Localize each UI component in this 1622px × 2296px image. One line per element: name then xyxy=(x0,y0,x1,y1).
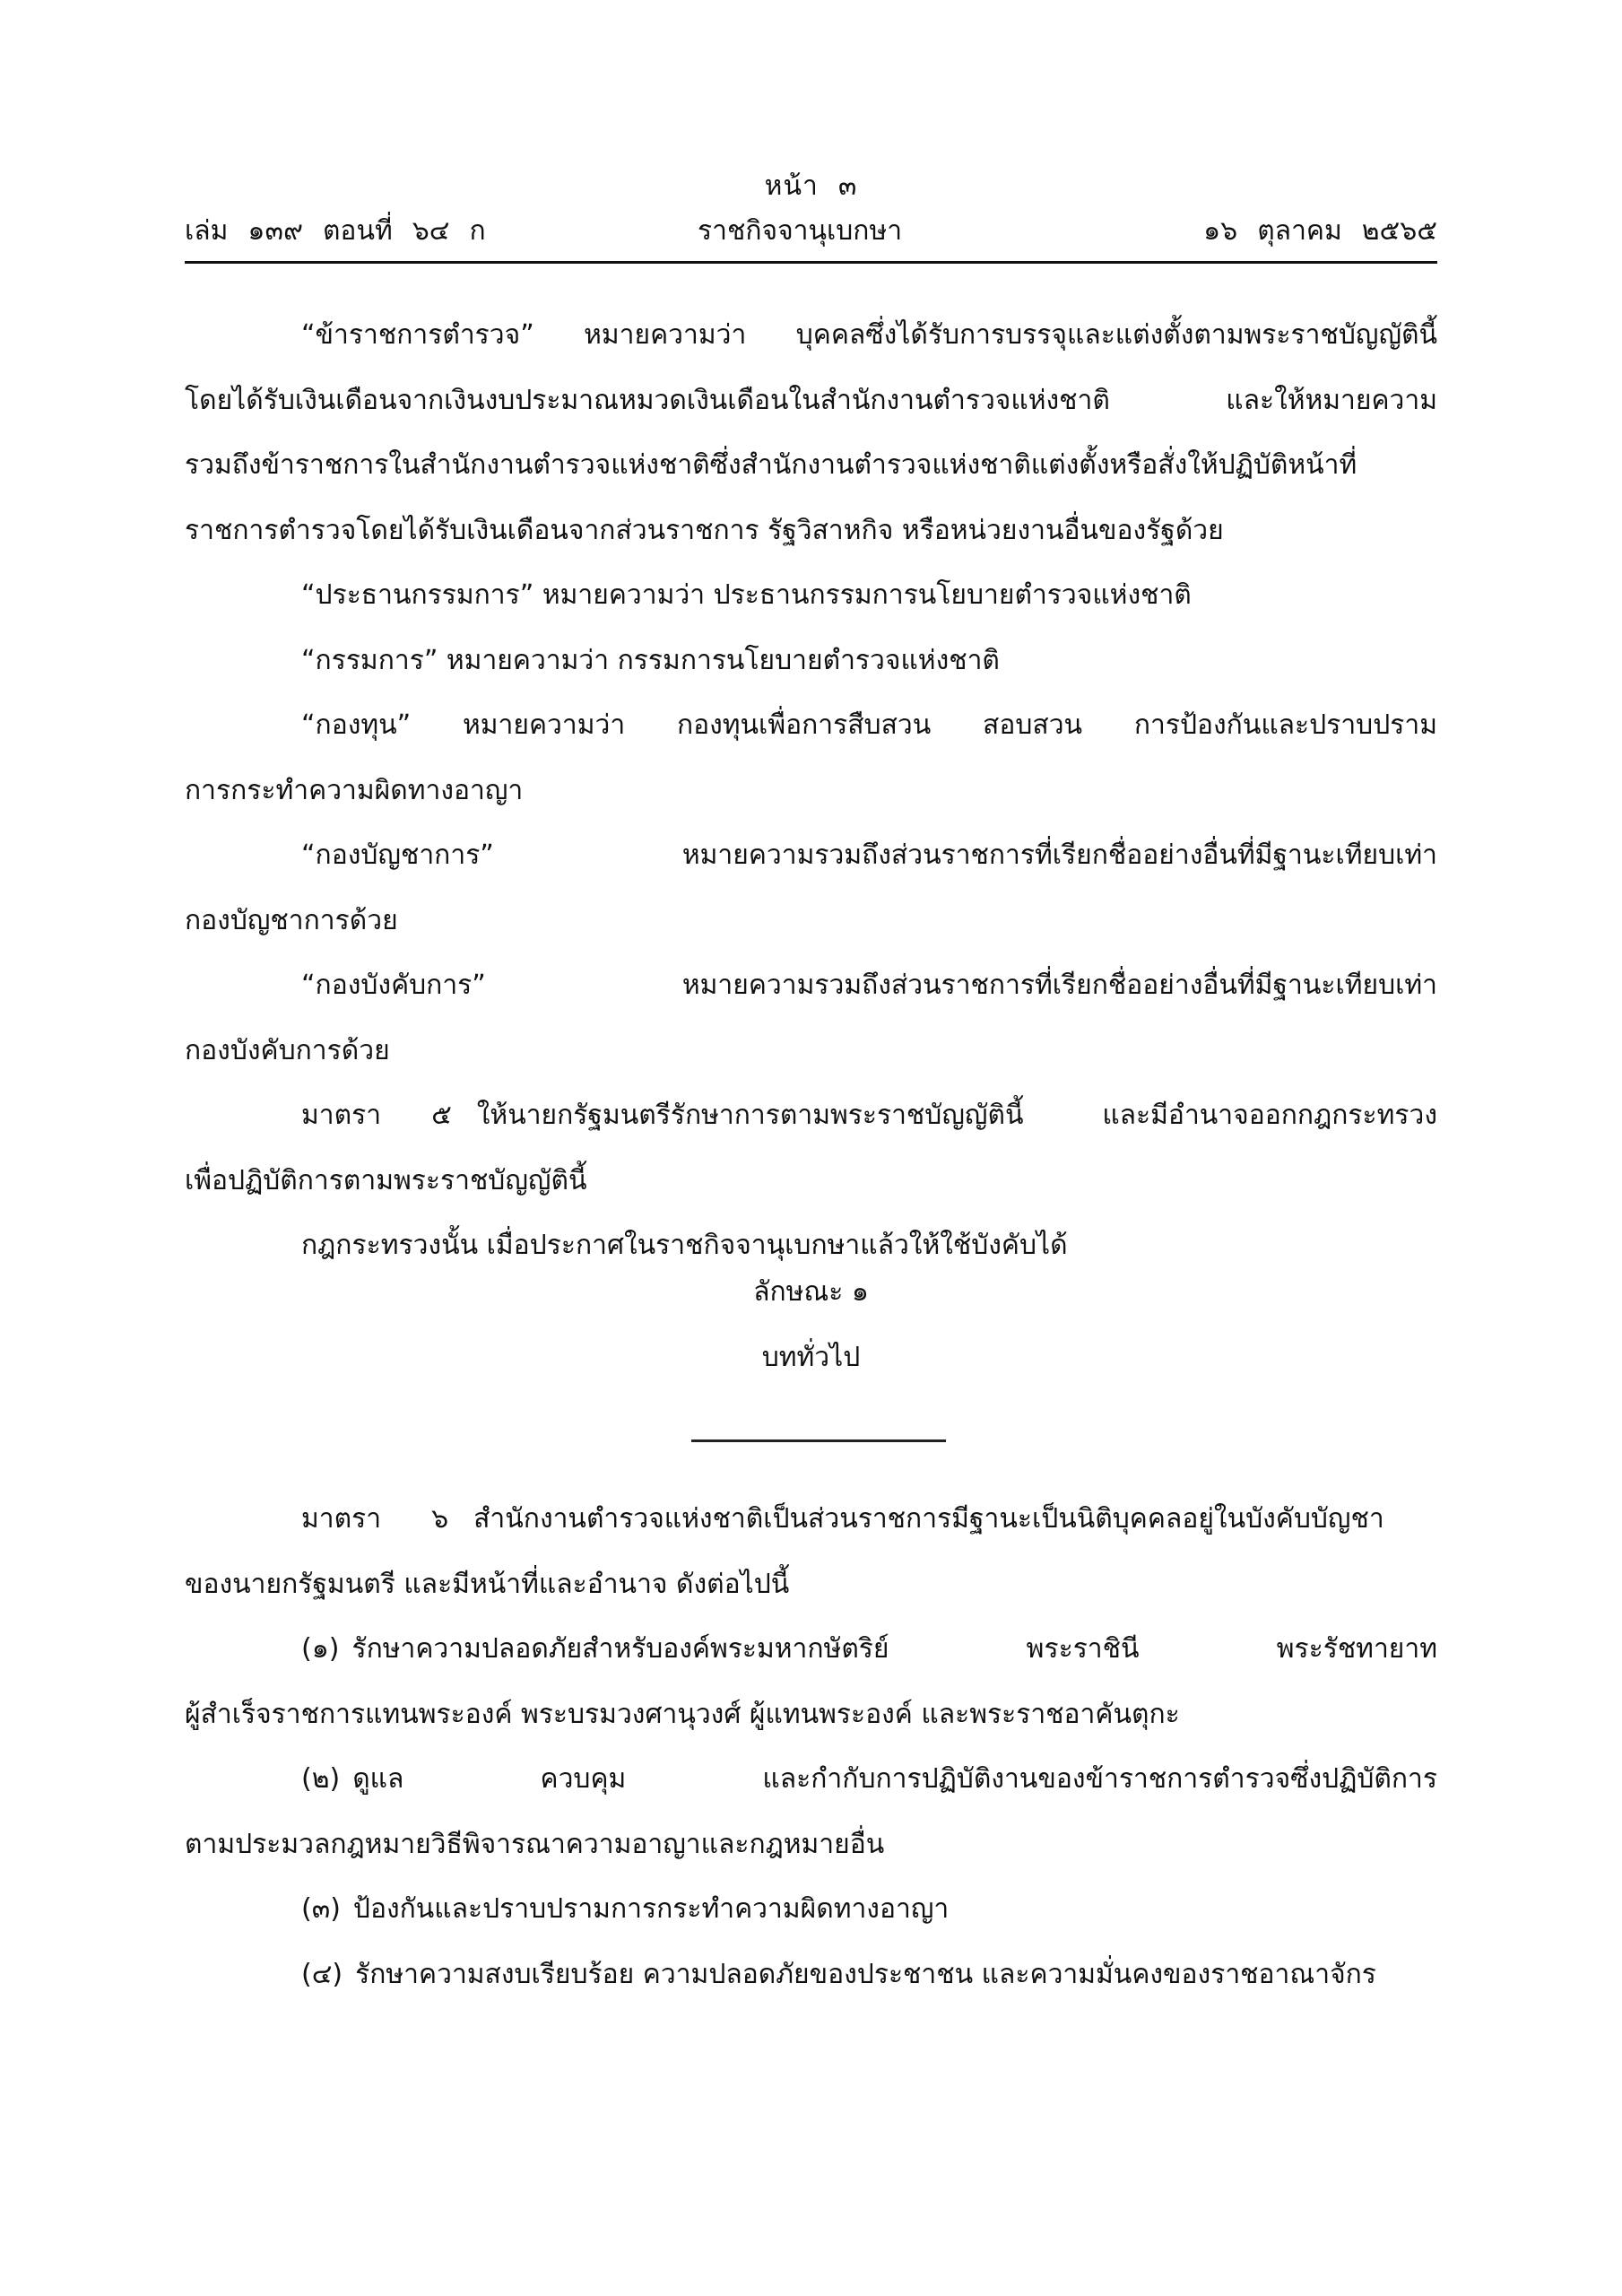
section-6-label: มาตรา xyxy=(301,1503,382,1535)
definition-command-line-1: “กองบัญชาการ” หมายความรวมถึงส่วนราชการที่เรียกชื่ออย่างอื่นที่มีฐานะเทียบเท่า xyxy=(301,839,1437,871)
section-6-item-2-line-2: ตามประมวลกฎหมายวิธีพิจารณาความอาญาและกฎหมายอื่น xyxy=(185,1828,885,1860)
page-number: ๓ xyxy=(837,170,858,202)
item-4-marker: (๔) xyxy=(301,1958,343,1990)
issue-number: ๖๔ xyxy=(412,215,450,247)
section-5-paragraph-2: กฎกระทรวงนั้น เมื่อประกาศในราชกิจจานุเบกษาแล้วให้ใช้บังคับได้ xyxy=(301,1230,1068,1261)
volume-issue-info xyxy=(185,212,506,251)
item-2-marker: (๒) xyxy=(301,1763,341,1795)
header-divider xyxy=(185,261,1437,264)
section-6-item-1-line-2: ผู้สำเร็จราชการแทนพระองค์ พระบรมวงศานุวงศ์ ผู้แทนพระองค์ และพระราชอาคันตุกะ xyxy=(185,1698,1180,1730)
section-5-number: ๕ xyxy=(431,1100,452,1131)
definition-police-officer-line-2: โดยได้รับเงินเดือนจากเงินงบประมาณหมวดเงินเดือนในสำนักงานตำรวจแห่งชาติ และให้หมายความ xyxy=(185,384,1437,416)
definition-fund-line-2: การกระทำความผิดทางอาญา xyxy=(185,774,524,806)
section-6-line-1 xyxy=(185,1487,1437,1552)
definitions-block xyxy=(185,303,1437,1279)
definition-fund-line-1: “กองทุน” หมายความว่า กองทุนเพื่อการสืบสวน สอบสวน การป้องกันและปราบปราม xyxy=(301,709,1437,741)
title-divider xyxy=(691,1439,946,1442)
title-1-heading-block xyxy=(0,1260,1622,1390)
date-year: ๒๕๖๕ xyxy=(1361,215,1437,247)
definition-command-line-2: กองบัญชาการด้วย xyxy=(185,904,398,936)
section-5-text: ให้นายกรัฐมนตรีรักษาการตามพระราชบัญญัตินี้ และมีอำนาจออกกฎกระทรวง xyxy=(476,1100,1437,1131)
item-4-text: รักษาความสงบเรียบร้อย ความปลอดภัยของประชาชน และความมั่นคงของราชอาณาจักร xyxy=(355,1958,1376,1990)
section-5-line-1 xyxy=(185,1083,1437,1149)
publication-date xyxy=(1184,212,1437,251)
item-3-marker: (๓) xyxy=(301,1893,341,1925)
section-6-item-2-line-1 xyxy=(185,1747,1437,1813)
page-number-header xyxy=(0,169,1622,204)
section-6-item-4-line-1 xyxy=(185,1943,1437,2008)
date-month: ตุลาคม xyxy=(1257,215,1342,247)
definition-police-officer-line-3: รวมถึงข้าราชการในสำนักงานตำรวจแห่งชาติซึ่งสำนักงานตำรวจแห่งชาติแต่งตั้งหรือสั่งให้ปฏิบัติหน้าที่ xyxy=(185,449,1357,481)
page-label: หน้า xyxy=(764,170,819,202)
item-1-text: รักษาความปลอดภัยสำหรับองค์พระมหากษัตริย์ พระราชินี พระรัชทายาท xyxy=(351,1633,1437,1665)
item-1-marker: (๑) xyxy=(301,1633,340,1665)
definition-police-officer-line-1: “ข้าราชการตำรวจ” หมายความว่า บุคคลซึ่งได้รับการบรรจุและแต่งตั้งตามพระราชบัญญัตินี้ xyxy=(301,319,1437,351)
title-heading: ลักษณะ ๑ xyxy=(753,1276,869,1308)
section-5-label: มาตรา xyxy=(301,1100,382,1131)
section-6-number: ๖ xyxy=(431,1503,449,1535)
publication-title: ราชกิจจานุเบกษา xyxy=(698,215,903,247)
definition-committee-member: “กรรมการ” หมายความว่า กรรมการนโยบายตำรวจแห่งชาติ xyxy=(301,644,1000,676)
issue-section: ก xyxy=(469,215,486,247)
item-2-text: ดูแล ควบคุม และกำกับการปฏิบัติงานของข้าราชการตำรวจซึ่งปฏิบัติการ xyxy=(352,1763,1437,1795)
issue-label: ตอนที่ xyxy=(322,215,393,247)
section-6-block xyxy=(185,1487,1437,2007)
section-6-item-3-line-1 xyxy=(185,1877,1437,1943)
item-3-text: ป้องกันและปราบปรามการกระทำความผิดทางอาญา xyxy=(352,1893,950,1925)
volume-label: เล่ม xyxy=(185,215,229,247)
section-5-line-2: เพื่อปฏิบัติการตามพระราชบัญญัตินี้ xyxy=(185,1164,587,1196)
definition-police-officer-line-4: ราชการตำรวจโดยได้รับเงินเดือนจากส่วนราชการ รัฐวิสาหกิจ หรือหน่วยงานอื่นของรัฐด้วย xyxy=(185,514,1224,546)
definition-division-line-2: กองบังคับการด้วย xyxy=(185,1034,390,1066)
gazette-header xyxy=(185,212,1437,251)
definition-chairman: “ประธานกรรมการ” หมายความว่า ประธานกรรมการนโยบายตำรวจแห่งชาติ xyxy=(301,579,1192,611)
date-day: ๑๖ xyxy=(1203,215,1238,247)
definition-division-line-1: “กองบังคับการ” หมายความรวมถึงส่วนราชการที่เรียกชื่ออย่างอื่นที่มีฐานะเทียบเท่า xyxy=(301,970,1437,1001)
section-6-text: สำนักงานตำรวจแห่งชาติเป็นส่วนราชการมีฐานะเป็นนิติบุคคลอยู่ในบังคับบัญชา xyxy=(473,1503,1384,1535)
volume-number: ๑๓๙ xyxy=(247,215,303,247)
section-6-line-2: ของนายกรัฐมนตรี และมีหน้าที่และอำนาจ ดังต่อไปนี้ xyxy=(185,1568,790,1600)
section-6-item-1-line-1 xyxy=(185,1617,1437,1683)
title-subheading: บททั่วไป xyxy=(761,1341,861,1373)
